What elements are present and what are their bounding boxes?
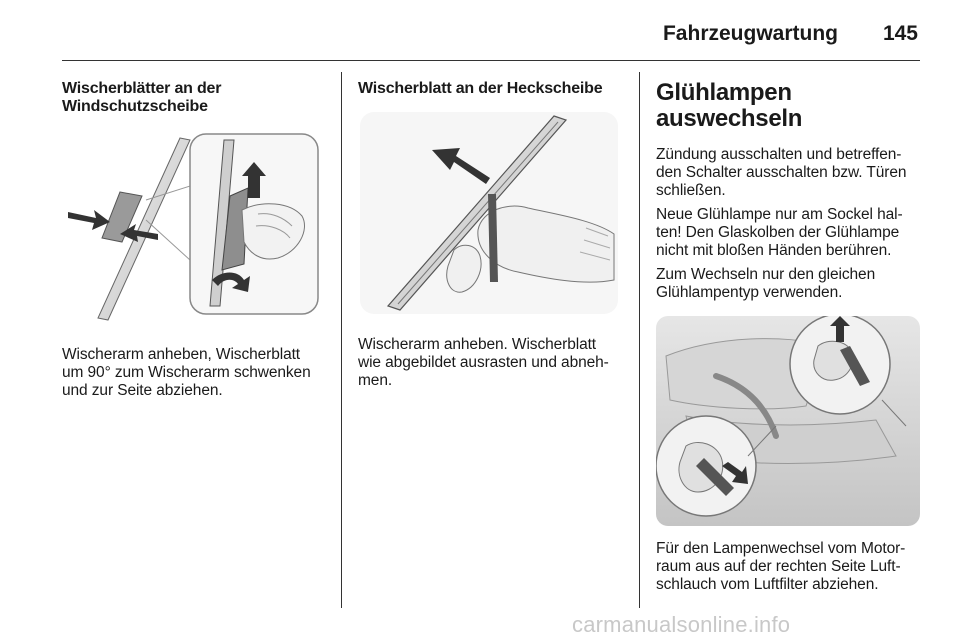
engine-bay-illustration [656,316,920,526]
title-line: Glühlampen [656,79,792,106]
heading-line: Windschutzscheibe [62,98,208,115]
title-line: auswechseln [656,105,803,132]
column-rear-wiper [358,80,620,390]
paragraph: Zum Wechseln nur den gleichen Glühlampentyp verwenden. [656,266,876,301]
windshield-wiper-illustration [62,130,324,330]
paragraph: Neue Glühlampe nur am Sockel hal- ten! Den Glaskolben der Glühlampe nicht mit bloßen Händen berühren. [656,206,903,259]
column-bulb-replacement [656,80,922,594]
paragraph: Zündung ausschalten und betreffen- den Schalter ausschalten bzw. Türen schließen. [656,146,907,199]
heading-line: Wischerblätter an der [62,80,222,97]
column-divider [639,72,640,608]
header-title: Fahrzeugwartung [662,22,838,45]
section-heading: Wischerblatt an der Heckscheibe [358,80,603,97]
section-heading [62,80,324,116]
rear-wiper-illustration [358,110,620,316]
column-divider [341,72,342,608]
column-windshield-wiper [62,80,324,400]
watermark: carmanualsonline.info [572,612,791,637]
page-header [62,14,920,61]
caption: Wischerarm anheben. Wischerblatt wie abgebildet ausrasten und abneh- men. [358,336,609,389]
paragraph: Für den Lampenwechsel vom Motor- raum aus auf der rechten Seite Luft- schlauch vom Luftfilter abziehen. [656,540,906,593]
caption: Wischerarm anheben, Wischerblatt um 90° zum Wischerarm schwenken und zur Seite abziehen. [62,346,311,399]
section-title [656,80,922,132]
page-number: 145 [882,22,918,45]
